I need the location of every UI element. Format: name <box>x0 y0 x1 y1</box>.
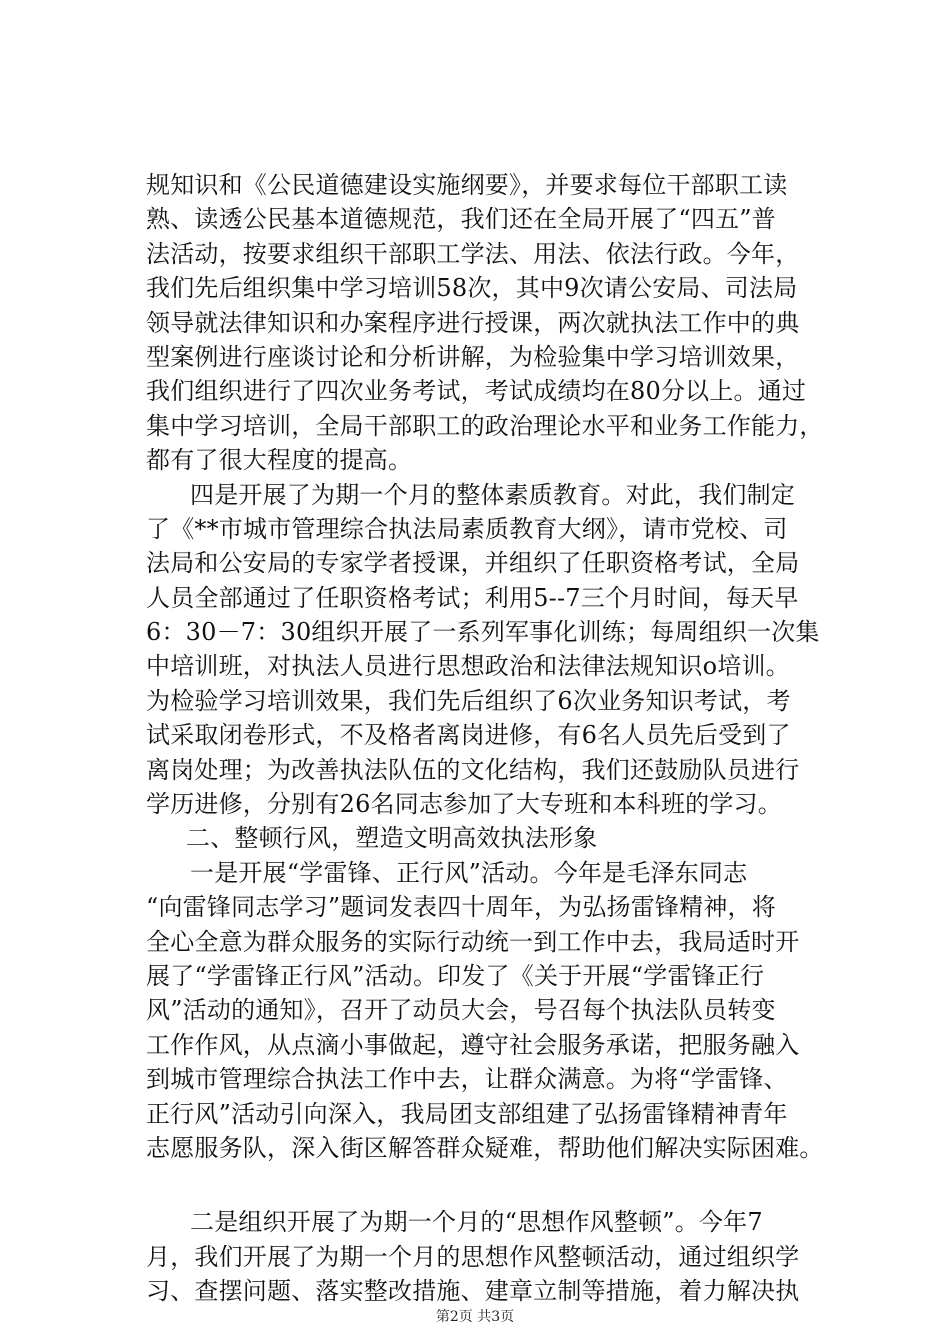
text-line: 二是组织开展了为期一个月的“思想作风整顿”。今年7 <box>190 1208 763 1237</box>
text-line: “向雷锋同志学习”题词发表四十周年，为弘扬雷锋精神，将 <box>146 893 776 922</box>
text-line: 我们先后组织集中学习培训58次，其中9次请公安局、司法局 <box>146 274 798 303</box>
text-line: 正行风”活动引向深入，我局团支部组建了弘扬雷锋精神青年 <box>146 1099 788 1128</box>
page-footer <box>0 1308 950 1326</box>
text-line: 四是开展了为期一个月的整体素质教育。对此，我们制定 <box>190 480 795 509</box>
text-line: 习、查摆问题、落实整改措施、建章立制等措施，着力解决执 <box>146 1277 800 1306</box>
paragraph-1 <box>146 168 836 478</box>
page-number-label: 第2页 共3页 <box>435 1309 515 1325</box>
text-line: 型案例进行座谈讨论和分析讲解，为检验集中学习培训效果， <box>146 342 800 371</box>
text-line: 到城市管理综合执法工作中去，让群众满意。为将“学雷锋、 <box>146 1065 788 1094</box>
text-line: 工作作风，从点滴小事做起，遵守社会服务承诺，把服务融入 <box>146 1030 800 1059</box>
text-line: 都有了很大程度的提高。 <box>146 446 413 475</box>
text-line: 展了“学雷锋正行风”活动。印发了《关于开展“学雷锋正行 <box>146 961 765 990</box>
text-line: 规知识和《公民道德建设实施纲要》，并要求每位干部职工读 <box>146 171 788 199</box>
text-line: 全心全意为群众服务的实际行动统一到工作中去，我局适时开 <box>146 927 800 956</box>
text-line: 一是开展“学雷锋、正行风”活动。今年是毛泽东同志 <box>190 858 748 887</box>
section-heading-text: 二、整顿行风，塑造文明高效执法形象 <box>186 824 598 853</box>
document-body <box>146 168 836 1309</box>
section-heading <box>146 821 836 855</box>
text-line: 风”活动的通知》，召开了动员大会，号召每个执法队员转变 <box>146 996 776 1025</box>
text-line: 志愿服务队，深入街区解答群众疑难，帮助他们解决实际困难。 <box>146 1133 824 1162</box>
text-line: 领导就法律知识和办案程序进行授课，两次就执法工作中的典 <box>146 308 800 337</box>
text-line: 月，我们开展了为期一个月的思想作风整顿活动，通过组织学 <box>146 1242 800 1271</box>
text-line: 我们组织进行了四次业务考试，考试成绩均在80分以上。通过 <box>146 377 807 406</box>
text-line: 试采取闭卷形式，不及格者离岗进修，有6名人员先后受到了 <box>146 721 791 750</box>
paragraph-gap <box>146 1165 836 1205</box>
text-line: 离岗处理；为改善执法队伍的文化结构，我们还鼓励队员进行 <box>146 755 800 784</box>
text-line: 熟、读透公民基本道德规范，我们还在全局开展了“四五”普 <box>146 205 776 234</box>
paragraph-2 <box>146 478 836 822</box>
text-line: 人员全部通过了任职资格考试；利用5--7三个月时间，每天早 <box>146 583 799 612</box>
text-line: 中培训班，对执法人员进行思想政治和法律法规知识o培训。 <box>146 652 790 681</box>
paragraph-4 <box>146 1205 836 1308</box>
text-line: 为检验学习培训效果，我们先后组织了6次业务知识考试，考 <box>146 686 791 715</box>
text-line: 6：30－7：30组织开展了一系列军事化训练；每周组织一次集 <box>146 618 820 647</box>
text-line: 法局和公安局的专家学者授课，并组织了任职资格考试，全局 <box>146 549 800 578</box>
text-line: 法活动，按要求组织干部职工学法、用法、依法行政。今年， <box>146 239 800 268</box>
text-line: 了《**市城市管理综合执法局素质教育大纲》，请市党校、司 <box>146 514 788 543</box>
paragraph-3 <box>146 856 836 1166</box>
text-line: 集中学习培训，全局干部职工的政治理论水平和业务工作能力， <box>146 411 824 440</box>
text-line: 学历进修，分别有26名同志参加了大专班和本科班的学习。 <box>146 790 782 819</box>
